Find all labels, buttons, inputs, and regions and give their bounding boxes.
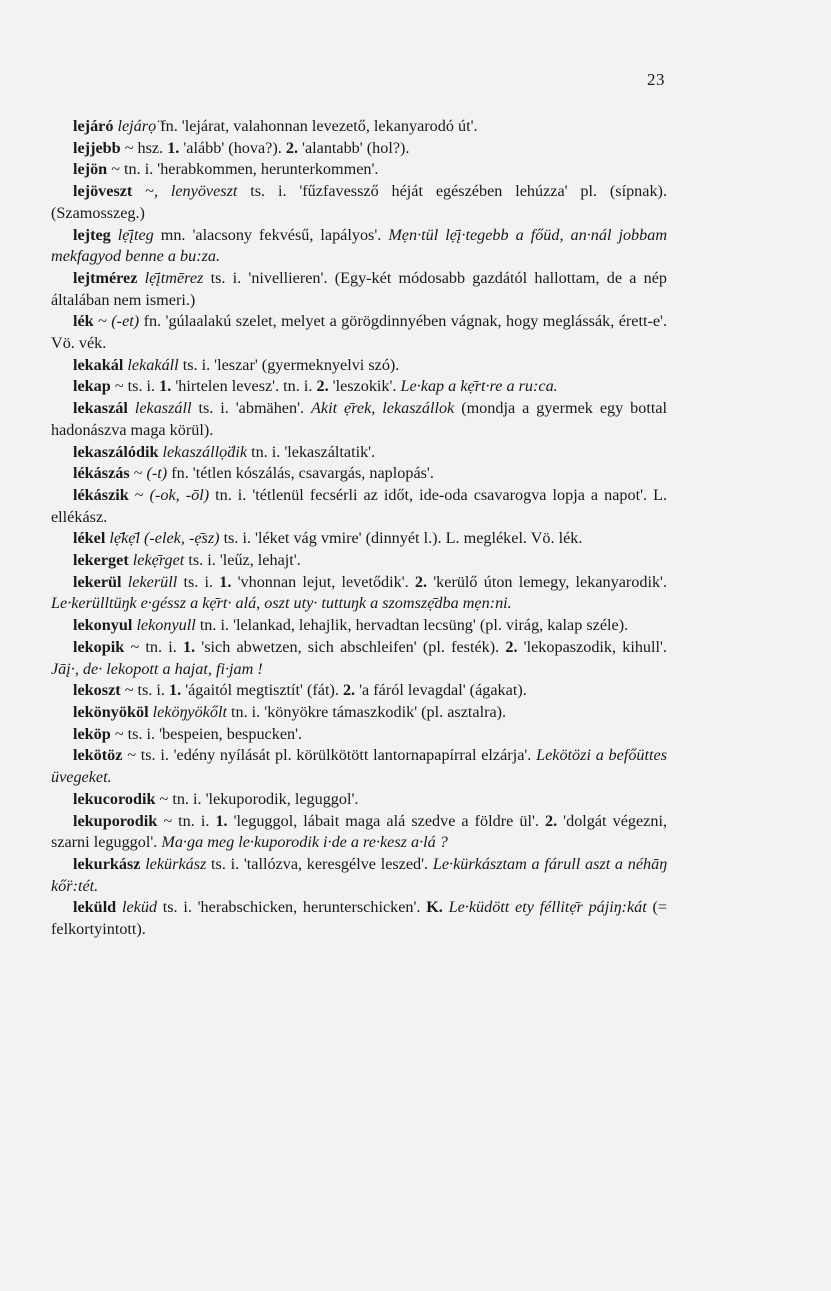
entry-lekerget: lekerget lekẹ̄rget ts. i. 'leűz, lehajt'. [73,551,301,570]
entry-lejteg: lejteg lẹ̄įteg mn. 'alacsony fekvésű, lapályos'. Mẹn·tül lẹ̄į·tegebb a főüd, an·nál jobbam mekfagyod benne a bu:za. [51,225,668,266]
entry-lekonyokol: lekönyököl leköŋyökőlt tn. i. 'könyökre támaszkodik' (pl. asztalra). [73,702,507,721]
entry-lekap: lekap ~ ts. i. 1. 'hirtelen levesz'. tn. i. 2. 'leszokik'. Le·kap a kẹ̄rt·re a ru:ca. [73,377,558,396]
entry-lekaszas: lékászás ~ (-t) fn. 'tétlen kószálás, csavargás, naplopás'. [73,464,434,483]
entry-lekonyul: lekonyul lekonyull tn. i. 'lelankad, lehajlik, hervadtan lecsüng' (pl. virág, kalap széle). [73,616,629,635]
entry-lejjebb: lejjebb ~ hsz. 1. 'alább' (hova?). 2. 'alantabb' (hol?). [73,138,410,157]
entry-lekop: leköp ~ ts. i. 'bespeien, bespucken'. [73,724,303,743]
entry-lejtmerez: lejtmérez lẹ̄įtmērez ts. i. 'nivellieren'. (Egy-két módosabb gazdától hallottam, de a nép általában nem ismeri.) [51,268,668,309]
dictionary-column [51,116,667,941]
entry-lekoszt: lekoszt ~ ts. i. 1. 'ágaitól megtisztít' (fát). 2. 'a fáról levagdal' (ágakat). [73,681,527,700]
entry-lekel: lékel lẹ̄kẹ̄l (-elek, -ẹ̄sz) ts. i. 'léket vág vmire' (dinnyét l.). L. meglékel. Vö. lék. [73,529,583,548]
entry-lekucorodik: lekucorodik ~ tn. i. 'lekuporodik, leguggol'. [73,789,359,808]
entry-lek: lék ~ (-et) fn. 'gúlaalakú szelet, melyet a görögdinnyében vágnak, hogy meglássák, érett-e'. Vö. vék. [51,312,667,353]
entry-lekurkasz: lekurkász lekürkász ts. i. 'tallózva, keresgélve leszed'. Le·kürkásztam a fárull aszt a néhāŋ kő̈r:tét. [51,854,667,895]
entry-lekotoz: lekötöz ~ ts. i. 'edény nyílását pl. körülkötött lantornapapírral elzárja'. Lekötözi a befőüttes üvegeket. [51,746,667,787]
entry-lejoveszt: lejöveszt ~, lenyöveszt ts. i. 'fűzfavessző héját egészében lehúzza' pl. (sípnak). (Szamosszeg.) [51,182,667,222]
entry-lekerul: lekerül lekerüll ts. i. 1. 'vhonnan lejut, levetődik'. 2. 'kerülő úton lemegy, lekanyarodik'. Le·kerülltüŋk e·géssz a kẹ̄rt· alá, oszt uty· tuttuŋk a szomszẹ̄dba mẹn:ni. [51,572,668,613]
entry-lejaro: lejáró lejárọ̈ fn. 'lejárat, valahonnan levezető, lekanyarodó út'. [73,117,478,135]
entry-lekuld: leküld leküd ts. i. 'herabschicken, herunterschicken'. K. Le·küdött ety féllitẹ̄r pájiŋ:kát (= felkortyintott). [51,898,668,939]
entry-lekaszalodik: lekaszálódik lekaszállọ̈dik tn. i. 'lekaszáltatik'. [73,442,376,461]
entry-lekaszik: lékászik ~ (-ok, -ōl) tn. i. 'tétlenül fecsérli az időt, ide-oda csavarogva lopja a napot'. L. ellékász. [51,485,667,526]
entry-lejon: lejön ~ tn. i. 'herabkommen, herunterkommen'. [73,160,379,179]
entry-lekuporodik: lekuporodik ~ tn. i. 1. 'leguggol, lábait maga alá szedve a földre ül'. 2. 'dolgát végezni, szarni leguggol'. Ma·ga meg le·kuporodik i·de a re·kesz a·lá ? [51,811,667,852]
entry-lekopik: lekopik ~ tn. i. 1. 'sich abwetzen, sich abschleifen' (pl. festék). 2. 'lekopaszodik, kihull'. Jāį·, de· lekopott a hajat, fi·jam ! [51,637,667,678]
page-number: 23 [647,70,665,89]
entry-lekakal: lekakál lekakáll ts. i. 'leszar' (gyermeknyelvi szó). [73,355,400,374]
entry-lekaszal: lekaszál lekaszáll ts. i. 'abmähen'. Akit ẹ̄rek, lekaszállok (mondja a gyermek egy bottal hadonászva maga körül). [51,399,668,439]
